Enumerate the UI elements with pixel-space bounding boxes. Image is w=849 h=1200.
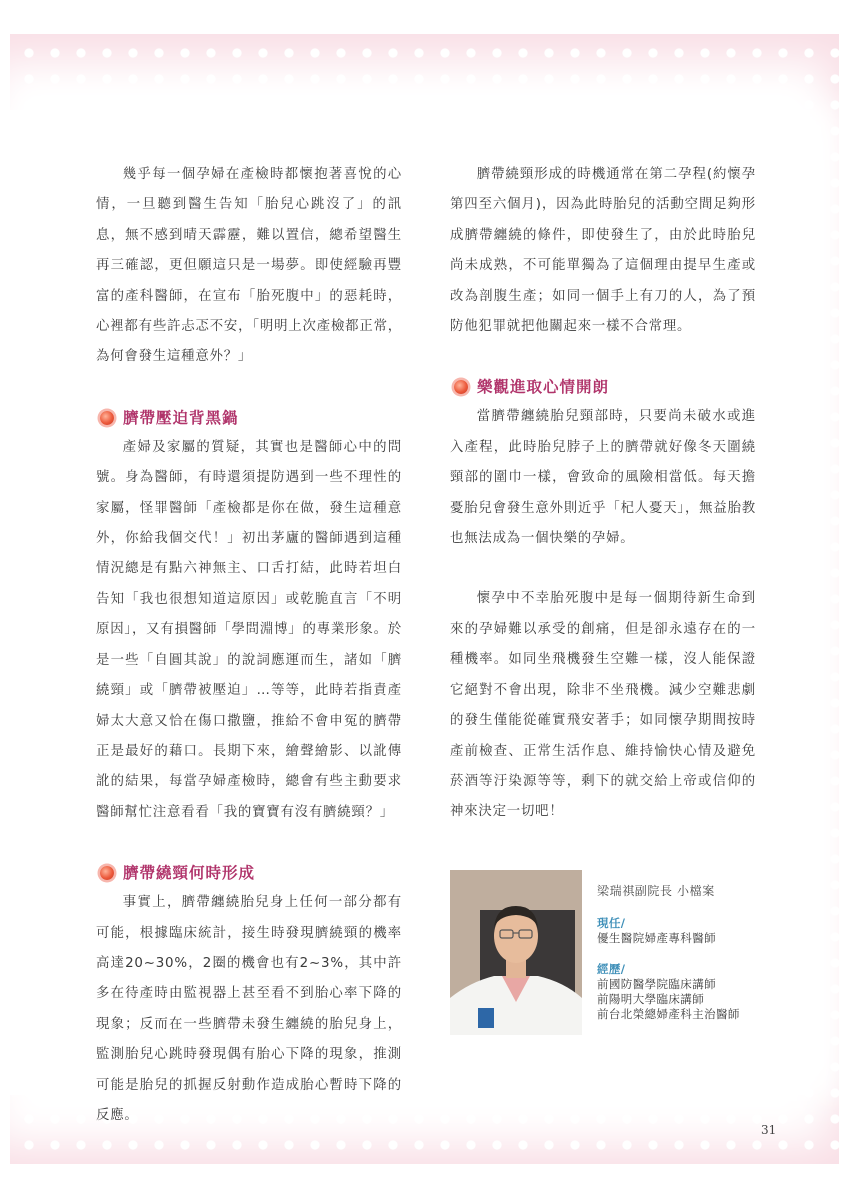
section-heading-text: 臍帶壓迫背黑鍋 [123,408,239,427]
red-circle-bullet-icon [454,380,468,394]
doctor-photo [450,870,582,1035]
section2-paragraph: 事實上，臍帶纏繞胎兒身上任何一部分都有可能，根據臨床統計，接生時發現臍繞頸的機率高達20~30%，2圈的機會也有2~3%，其中許多在待產時由監視器上甚至看不到胎心率下降的現象；反而在一些臍帶未發生纏繞的胎兒身上，監測胎兒心跳時發現偶有胎心下降的現象，推測可能是胎兒的抓握反射動作造成胎心暫時下降的反應。 [96,895,402,1123]
section-heading-text: 樂觀進取心情開朗 [477,378,610,397]
section-heading-cord-around-neck [96,858,402,888]
history-item: 前台北榮總婦產科主治醫師 [597,1007,740,1021]
history-item: 前陽明大學臨床講師 [597,992,705,1006]
author-history-block [597,962,797,1022]
doctor-portrait-icon [450,870,582,1035]
section-heading-optimism [450,372,756,402]
author-name: 梁瑞祺副院長 小檔案 [597,884,715,898]
page-number: 31 [761,1123,777,1137]
right-column [450,160,756,828]
left-column [96,160,402,1131]
author-current-block [597,916,797,946]
red-circle-bullet-icon [100,411,114,425]
current-label: 現任/ [597,916,626,930]
section-heading-umbilical-compression [96,403,402,433]
history-label: 經歷/ [597,962,626,976]
red-circle-bullet-icon [100,866,114,880]
history-item: 前國防醫學院臨床講師 [597,977,716,991]
section3-paragraph-2: 懷孕中不幸胎死腹中是每一個期待新生命到來的孕婦難以承受的創痛，但是卻永遠存在的一種機率。如同坐飛機發生空難一樣，沒人能保證它絕對不會出現，除非不坐飛機。減少空難悲劇的發生僅能從確實飛安著手；如同懷孕期間按時產前檢查、正常生活作息、維持愉快心情及避免菸酒等汙染源等等，剩下的就交給上帝或信仰的神來決定一切吧！ [450,591,756,820]
section-heading-text: 臍帶繞頸何時形成 [123,864,256,883]
section1-paragraph: 產婦及家屬的質疑，其實也是醫師心中的問號。身為醫師，有時還須提防遇到一些不理性的家屬，怪罪醫師「產檢都是你在做，發生這種意外，你給我個交代！」初出茅廬的醫師遇到這種情況總是有點六神無主、口舌打結，此時若坦白告知「我也很想知道這原因」或乾脆直言「不明原因」，又有損醫師「學問淵博」的專業形象。於是一些「自圓其說」的說詞應運而生，諸如「臍繞頸」或「臍帶被壓迫」…等等，此時若指責產婦太大意又恰在傷口撒鹽，推給不會申冤的臍帶正是最好的藉口。長期下來，繪聲繪影、以訛傳訛的結果，每當孕婦產檢時，總會有些主動要求醫師幫忙注意看看「我的寶寶有沒有臍繞頸？」 [96,439,402,820]
right-intro-paragraph: 臍帶繞頸形成的時機通常在第二孕程(約懷孕第四至六個月)，因為此時胎兒的活動空間足夠形成臍帶纏繞的條件，即使發生了，由於此時胎兒尚未成熟，不可能單獨為了這個理由提早生產或改為剖腹生產；如同一個手上有刀的人，為了預防他犯罪就把他關起來一樣不合常理。 [450,167,756,335]
intro-paragraph: 幾乎每一個孕婦在產檢時都懷抱著喜悅的心情，一旦聽到醫生告知「胎兒心跳沒了」的訊息，無不感到晴天霹靂，難以置信，總希望醫生再三確認，更但願這只是一場夢。即使經驗再豐富的產科醫師，在宣布「胎死腹中」的惡耗時，心裡都有些許忐忑不安，「明明上次產檢都正常，為何會發生這種意外？」 [96,167,402,365]
section3-paragraph: 當臍帶纏繞胎兒頸部時，只要尚未破水或進入產程，此時胎兒脖子上的臍帶就好像冬天圍繞頸部的圍巾一樣，會致命的風險相當低。每天擔憂胎兒會發生意外則近乎「杞人憂天」，無益胎教也無法成為一個快樂的孕婦。 [450,409,756,547]
current-position: 優生醫院婦產專科醫師 [597,931,716,945]
